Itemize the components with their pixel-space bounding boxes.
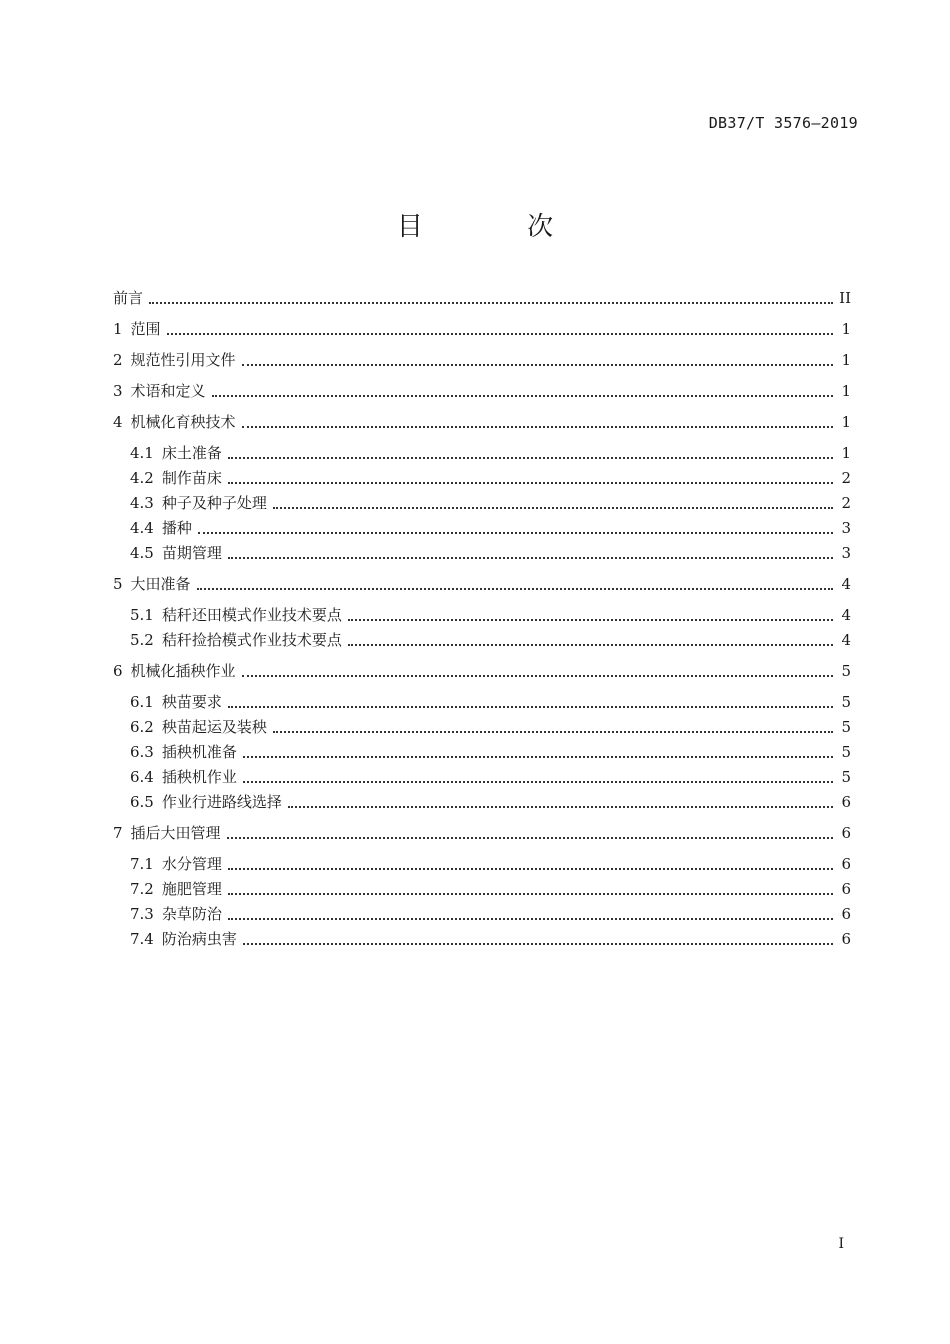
toc-entry-label: 苗期管理 [161,544,222,562]
toc-entry[interactable] [130,517,851,539]
toc-entry-number: 7.3 [130,905,154,923]
toc-entry-page: 5 [841,743,851,761]
toc-entry[interactable] [113,349,851,371]
toc-leader-dots [149,301,833,304]
toc-entry-page: 5 [841,768,851,786]
toc-leader-dots [228,917,833,920]
toc-entry-page: 4 [841,606,851,624]
toc-entry-page: 1 [841,320,851,338]
toc-entry-number: 4 [113,413,123,431]
standard-code: DB37/T 3576—2019 [708,114,858,132]
toc-entry[interactable] [130,442,851,464]
toc-entry-label: 秸秆还田模式作业技术要点 [161,606,342,624]
toc-entry-label: 床土准备 [161,444,222,462]
toc-entry-label: 施肥管理 [161,880,222,898]
toc-entry-page: 5 [841,693,851,711]
toc-entry-label: 种子及种子处理 [161,494,267,512]
toc-entry-label: 作业行进路线选择 [161,793,282,811]
toc-entry-label: 机械化插秧作业 [130,662,236,680]
toc-entry[interactable] [113,380,851,402]
toc-entry-number: 4.1 [130,444,154,462]
toc-leader-dots [242,363,833,366]
toc-entry[interactable] [130,716,851,738]
page-title: 目 次 [396,212,602,242]
toc-entry-number: 6.4 [130,768,154,786]
toc-entry-label: 秧苗要求 [161,693,222,711]
toc-entry-label: 插秧机作业 [161,768,237,786]
toc-entry-number: 7.1 [130,855,154,873]
toc-entry-number: 5.2 [130,631,154,649]
toc-entry[interactable] [130,467,851,489]
toc-entry-label: 秧苗起运及装秧 [161,718,267,736]
toc-entry-page: 1 [841,444,851,462]
toc-entry-number: 7.2 [130,880,154,898]
toc-entry[interactable] [113,318,851,340]
toc-entry-page: 2 [841,494,851,512]
toc-entry-page: 5 [841,718,851,736]
toc-entry-label: 制作苗床 [161,469,222,487]
toc-entry-label: 前言 [113,289,144,307]
toc-entry-page: 5 [841,662,851,680]
toc-entry-page: 2 [841,469,851,487]
toc-entry-label: 规范性引用文件 [130,351,236,369]
toc-leader-dots [243,755,833,758]
toc-leader-dots [228,556,833,559]
toc-leader-dots [228,456,833,459]
toc-entry-page: 6 [841,793,851,811]
toc-entry-number: 5.1 [130,606,154,624]
toc-leader-dots [273,730,833,733]
toc-entry[interactable] [130,629,851,651]
toc-entry-page: 1 [841,351,851,369]
toc-entry-label: 播种 [161,519,192,537]
toc-leader-dots [243,780,833,783]
toc-entry-page: 6 [841,880,851,898]
toc-leader-dots [197,587,833,590]
toc-entry[interactable] [130,766,851,788]
toc-entry-number: 6.1 [130,693,154,711]
toc-entry-page: 3 [841,519,851,537]
toc-leader-dots [243,942,833,945]
toc-entry-number: 6.3 [130,743,154,761]
toc-entry[interactable] [130,492,851,514]
toc-entry-number: 7.4 [130,930,154,948]
toc-entry-page: 4 [841,575,851,593]
toc-entry-page: 4 [841,631,851,649]
toc-entry-page: 6 [841,824,851,842]
toc-entry[interactable] [130,741,851,763]
toc-entry-label: 杂草防治 [161,905,222,923]
toc-entry[interactable] [113,287,851,309]
toc-entry-page: 1 [841,413,851,431]
toc-entry-page: 6 [841,905,851,923]
toc-leader-dots [228,705,833,708]
toc-entry[interactable] [113,411,851,433]
toc-entry-number: 5 [113,575,123,593]
toc-entry-label: 秸秆捡拾模式作业技术要点 [161,631,342,649]
toc-entry-number: 4.2 [130,469,154,487]
toc-entry[interactable] [113,660,851,682]
toc-leader-dots [227,836,833,839]
toc-entry-page: 6 [841,930,851,948]
toc-leader-dots [228,481,833,484]
toc-entry[interactable] [130,878,851,900]
toc-entry[interactable] [113,573,851,595]
toc-entry-page: 3 [841,544,851,562]
toc-leader-dots [198,531,833,534]
toc-leader-dots [242,674,833,677]
toc-leader-dots [288,805,833,808]
toc-entry-label: 插秧机准备 [161,743,237,761]
toc-entry-label: 大田准备 [130,575,191,593]
toc-entry-number: 6 [113,662,123,680]
toc-leader-dots [228,892,833,895]
toc-entry-number: 4.5 [130,544,154,562]
toc-entry-label: 机械化育秧技术 [130,413,236,431]
toc-entry[interactable] [130,691,851,713]
toc-entry[interactable] [130,791,851,813]
toc-entry[interactable] [113,822,851,844]
toc-entry-page: II [839,289,851,307]
toc-leader-dots [348,618,833,621]
toc-entry[interactable] [130,928,851,950]
toc-leader-dots [273,506,833,509]
toc-entry-label: 防治病虫害 [161,930,237,948]
toc-entry-number: 6.2 [130,718,154,736]
toc-entry-label: 术语和定义 [130,382,206,400]
footer-page-number: I [838,1236,844,1252]
toc-entry-page: 6 [841,855,851,873]
toc-entry-number: 2 [113,351,123,369]
toc-entry[interactable] [130,542,851,564]
toc-entry-number: 4.3 [130,494,154,512]
toc-entry-number: 1 [113,320,123,338]
toc-entry-label: 范围 [130,320,161,338]
toc-entry-number: 3 [113,382,123,400]
toc-entry-number: 7 [113,824,123,842]
toc-entry[interactable] [130,604,851,626]
toc-entry-page: 1 [841,382,851,400]
toc-leader-dots [348,643,833,646]
toc-entry-number: 6.5 [130,793,154,811]
toc-entry[interactable] [130,903,851,925]
toc-entry-label: 插后大田管理 [130,824,221,842]
toc-leader-dots [242,425,833,428]
toc-entry-label: 水分管理 [161,855,222,873]
toc-entry-number: 4.4 [130,519,154,537]
toc-entry[interactable] [130,853,851,875]
toc-leader-dots [167,332,833,335]
toc-leader-dots [212,394,833,397]
toc-leader-dots [228,867,833,870]
